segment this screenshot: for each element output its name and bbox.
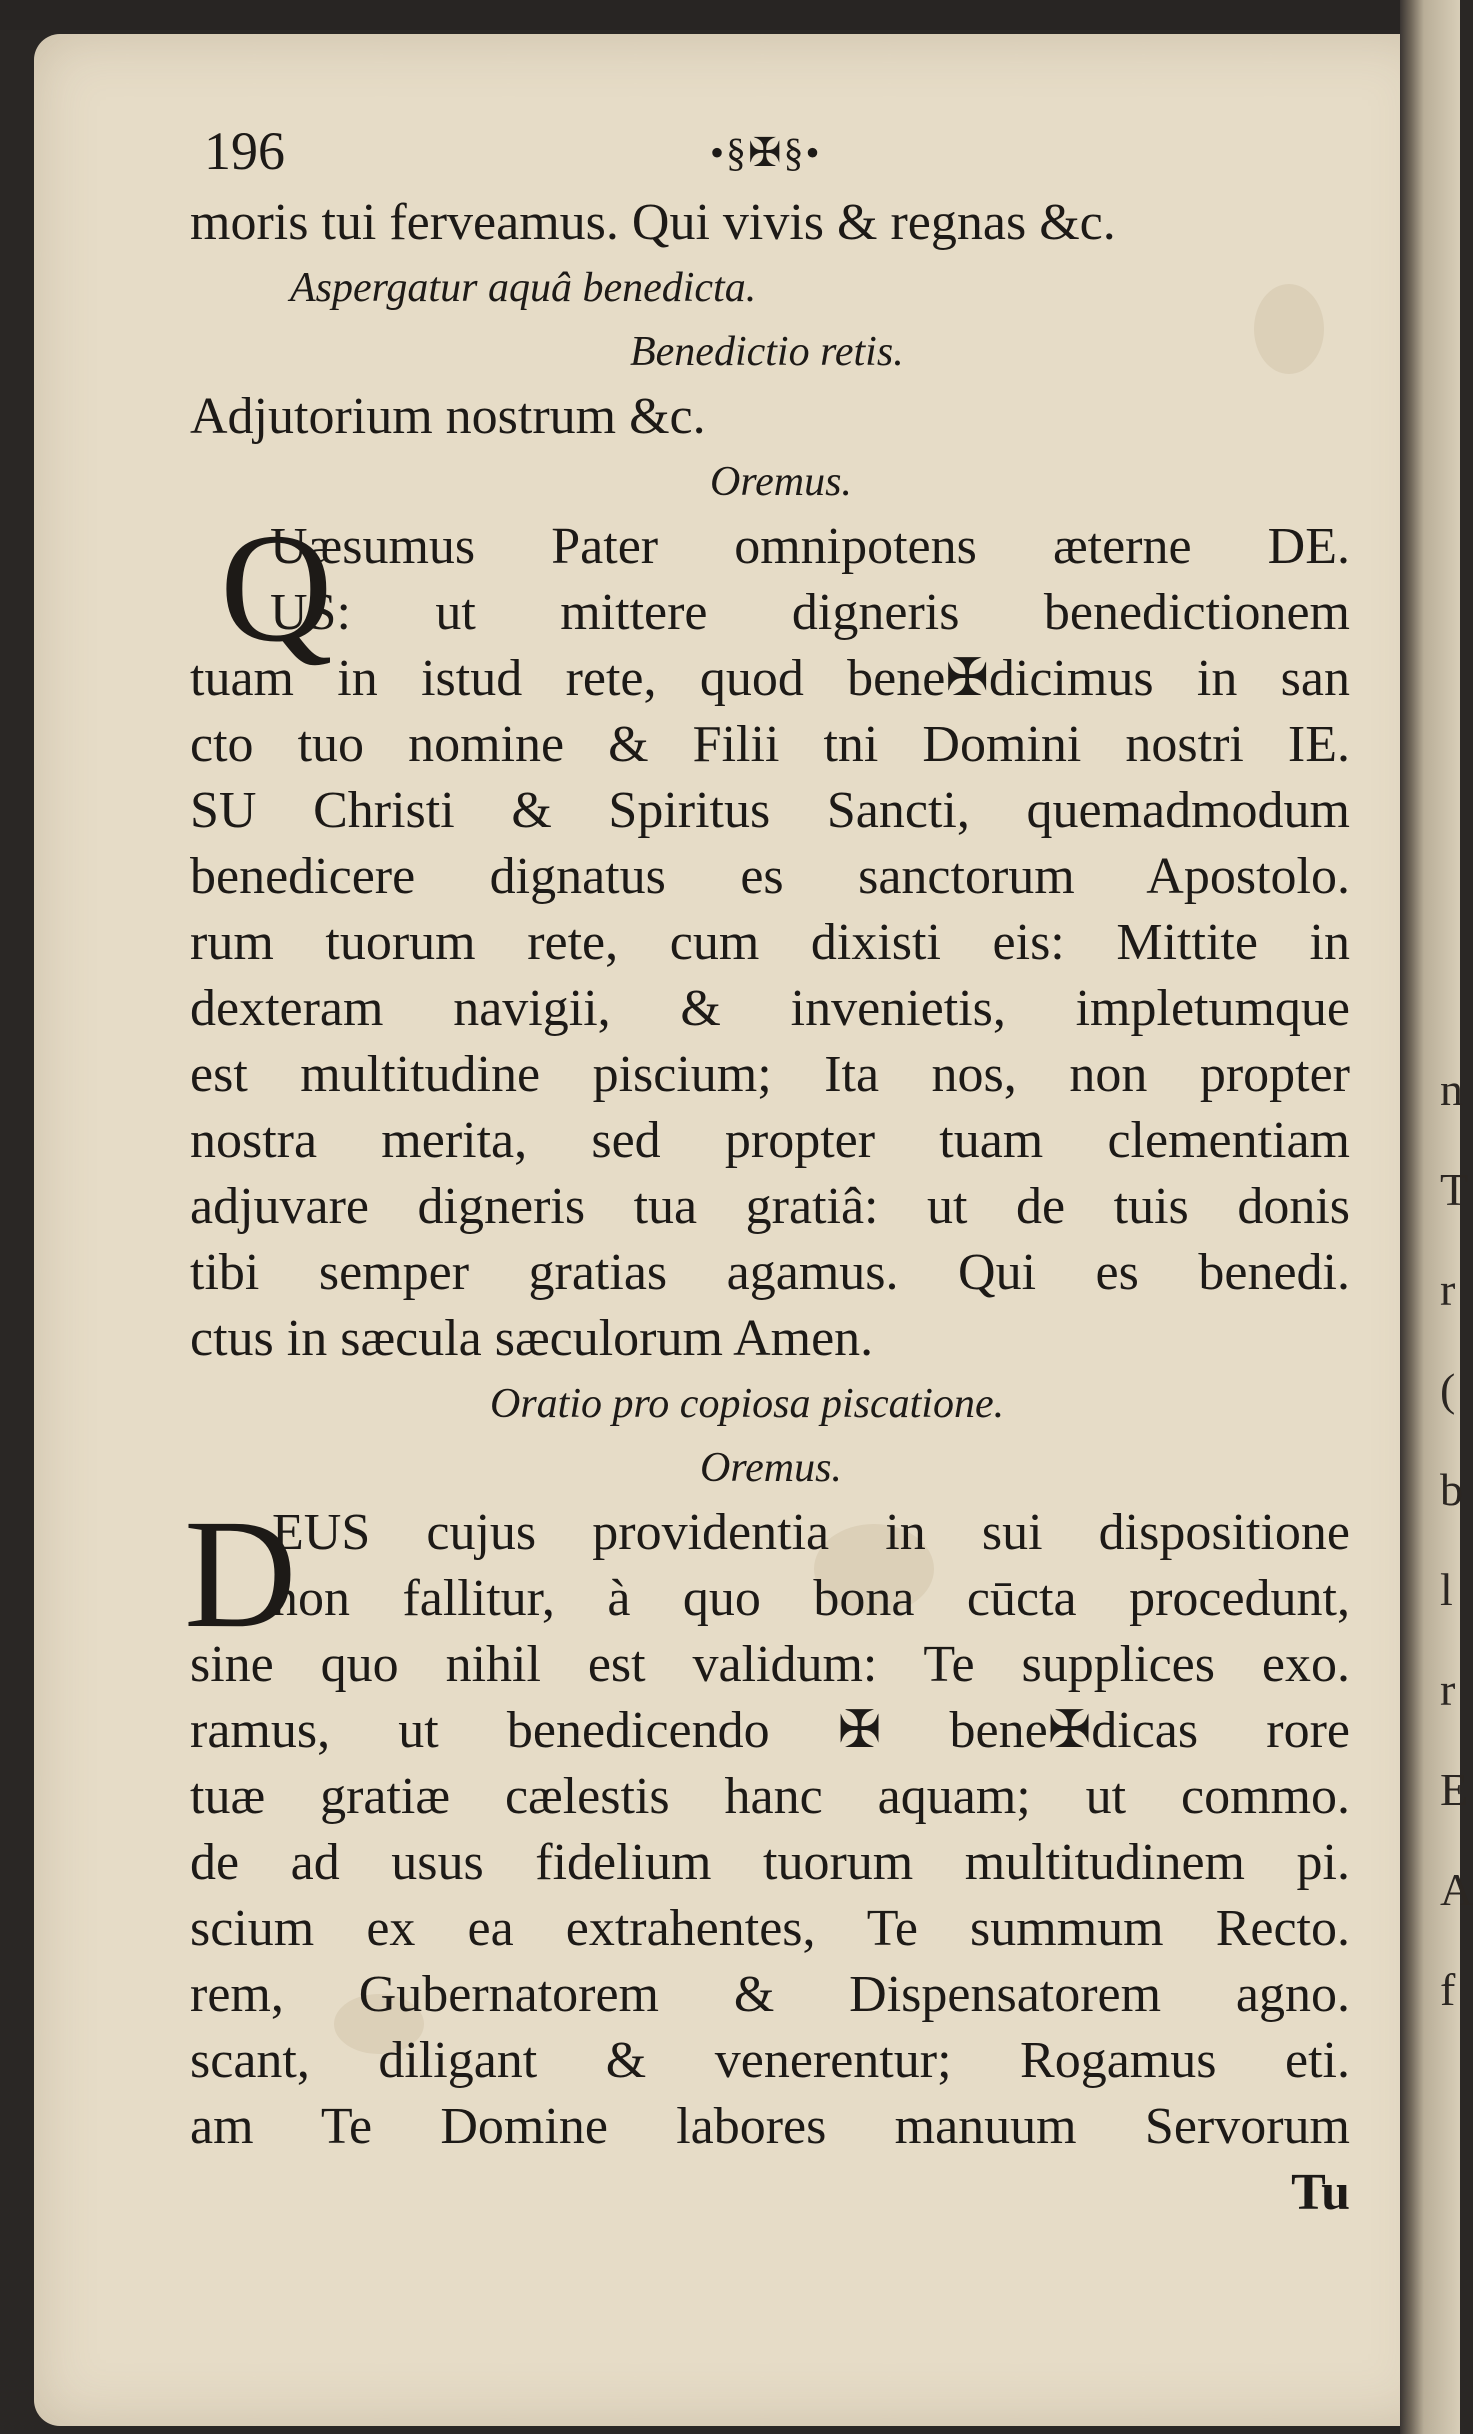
text-line: non fallitur, à quo bona cūcta procedunt, bbox=[272, 1570, 1350, 1627]
text-line: tibi semper gratias agamus. Qui es benedi. bbox=[190, 1244, 1350, 1301]
rubric-oremus: Oremus. bbox=[700, 1445, 842, 1491]
text-line: scant, diligant & venerentur; Rogamus eti. bbox=[190, 2032, 1350, 2089]
text-line: ctus in sæcula sæculorum Amen. bbox=[190, 1310, 874, 1367]
text-line: am Te Domine labores manuum Servorum bbox=[190, 2098, 1350, 2155]
text-line: dexteram navigii, & invenietis, impletumque bbox=[190, 980, 1350, 1037]
text-line: adjuvare digneris tua gratiâ: ut de tuis donis bbox=[190, 1178, 1350, 1235]
text-line: tuam in istud rete, quod bene✠dicimus in san bbox=[190, 650, 1350, 707]
text-line: tuæ gratiæ cælestis hanc aquam; ut commo. bbox=[190, 1768, 1350, 1825]
facing-page-letters: n T r ( b l r E A f bbox=[1440, 1064, 1473, 2015]
rubric-oremus: Oremus. bbox=[710, 459, 852, 505]
text-line-adjutorium: Adjutorium nostrum &c. bbox=[190, 388, 706, 445]
scan-background bbox=[0, 0, 1460, 30]
text-line: de ad usus fidelium tuorum multitudinem pi. bbox=[190, 1834, 1350, 1891]
text-line: sine quo nihil est validum: Te supplices exo. bbox=[190, 1636, 1350, 1693]
rubric-oratio: Oratio pro copiosa piscatione. bbox=[490, 1381, 1005, 1427]
catchword: Tu bbox=[1291, 2164, 1350, 2221]
drop-cap-d: D bbox=[184, 1487, 297, 1660]
header-ornament: •§✠§• bbox=[710, 130, 822, 175]
text-line: est multitudine piscium; Ita nos, non propter bbox=[190, 1046, 1350, 1103]
rubric-aspergatur: Aspergatur aquâ benedicta. bbox=[290, 265, 757, 311]
text-line: nostra merita, sed propter tuam clementiam bbox=[190, 1112, 1350, 1169]
text-line: US: ut mittere digneris benedictionem bbox=[270, 584, 1350, 641]
text-line: EUS cujus providentia in sui dispositione bbox=[272, 1504, 1350, 1561]
text-line: SU Christi & Spiritus Sancti, quemadmodum bbox=[190, 782, 1350, 839]
text-line: Uæsumus Pater omnipotens æterne DE. bbox=[270, 518, 1350, 575]
prayer-quaesumus bbox=[190, 501, 1370, 1372]
text-line: benedicere dignatus es sanctorum Apostolo. bbox=[190, 848, 1350, 905]
page-text bbox=[184, 120, 1370, 2226]
text-line: ramus, ut benedicendo ✠ bene✠dicas rore bbox=[190, 1702, 1350, 1759]
drop-cap-q: Q bbox=[220, 501, 333, 674]
text-line: cto tuo nomine & Filii tni Domini nostri IE. bbox=[190, 716, 1350, 773]
text-line: scium ex ea extrahentes, Te summum Recto. bbox=[190, 1900, 1350, 1957]
page-number: 196 bbox=[204, 121, 285, 181]
text-line: moris tui ferveamus. Qui vivis & regnas &c. bbox=[190, 194, 1116, 251]
rubric-benedictio-retis: Benedictio retis. bbox=[630, 329, 904, 375]
page-header bbox=[190, 120, 1370, 190]
text-line: rem, Gubernatorem & Dispensatorem agno. bbox=[190, 1966, 1350, 2023]
text-line: rum tuorum rete, cum dixisti eis: Mittite in bbox=[190, 914, 1350, 971]
prayer-deus bbox=[184, 1487, 1370, 2160]
